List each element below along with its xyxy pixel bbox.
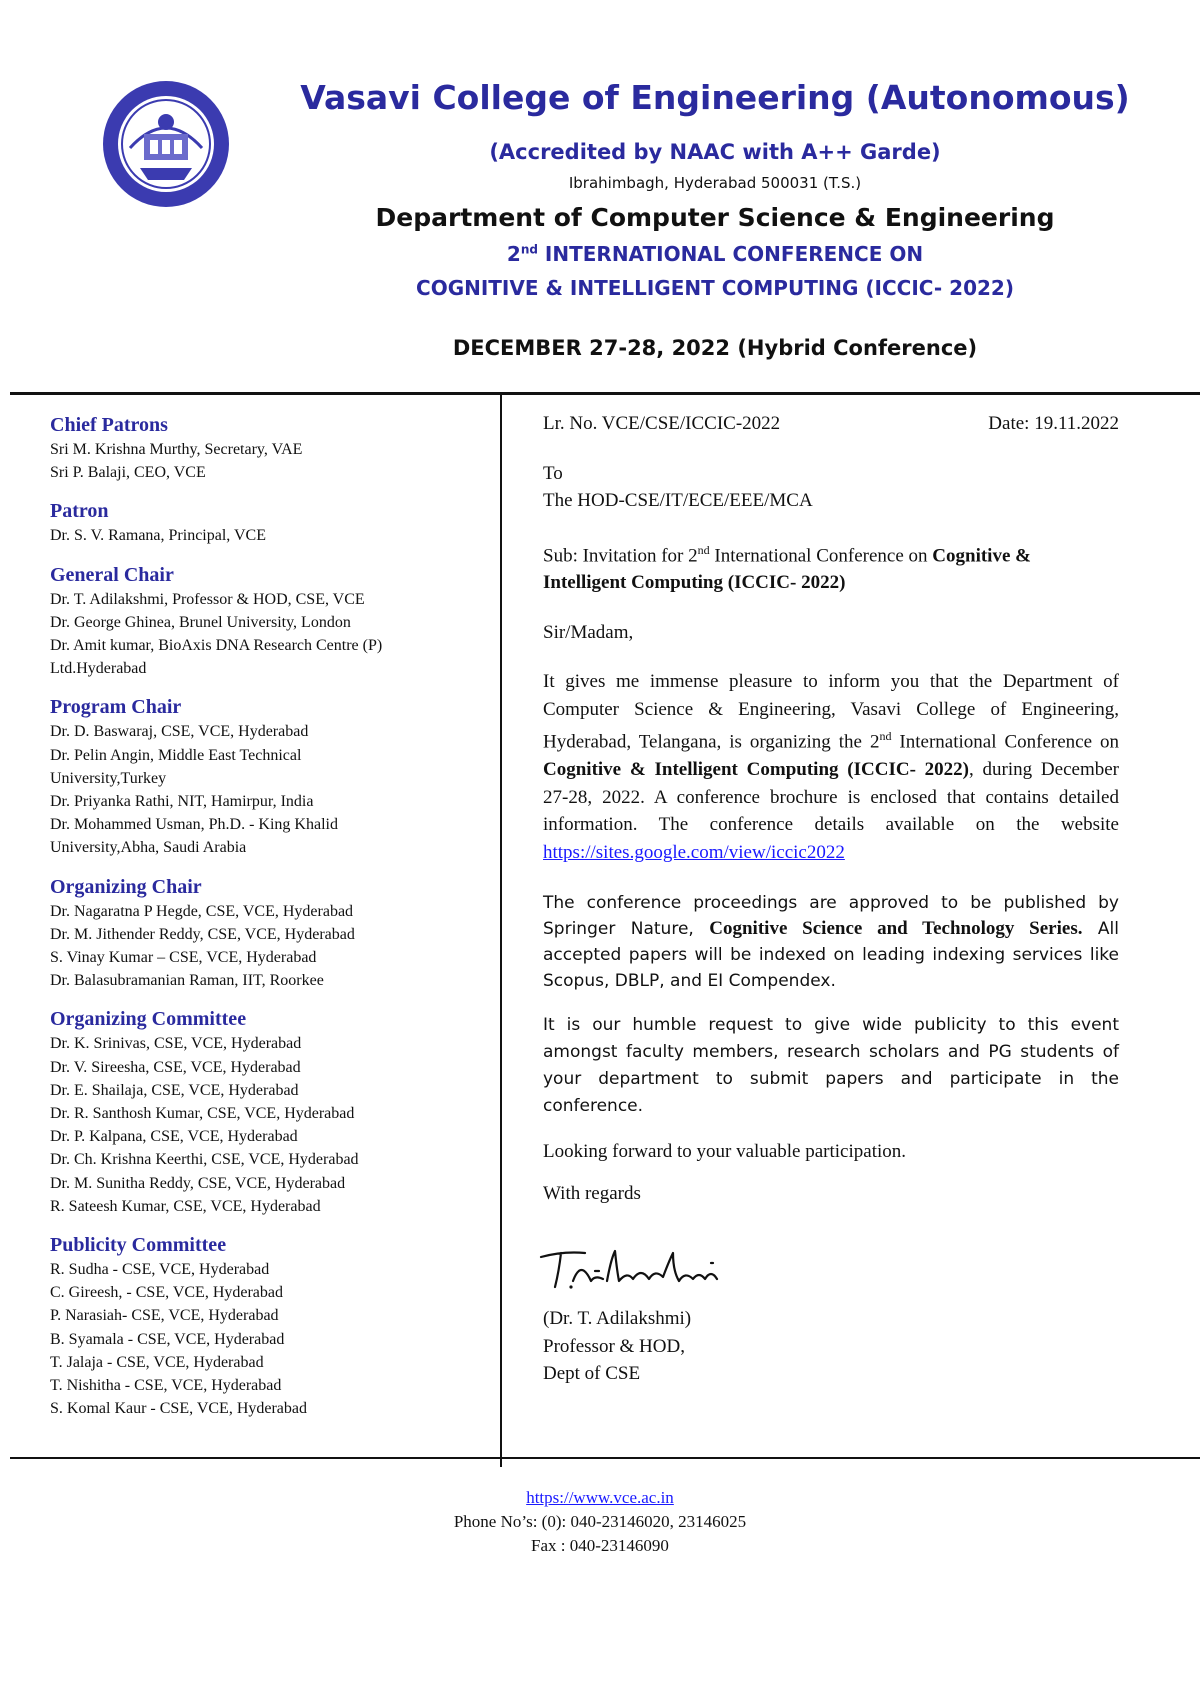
section-patron (50, 498, 480, 547)
member: Ltd.Hyderabad (50, 660, 147, 678)
member: R. Sudha - CSE, VCE, Hyderabad (50, 1261, 270, 1279)
member: University,Abha, Saudi Arabia (50, 839, 247, 857)
accreditation: (Accredited by NAAC with A++ Garde) (489, 140, 941, 164)
footer-fax: Fax : 040-23146090 (531, 1536, 669, 1555)
section-title: Patron (50, 500, 109, 523)
member: Dr. V. Sireesha, CSE, VCE, Hyderabad (50, 1058, 301, 1076)
member: Dr. S. V. Ramana, Principal, VCE (50, 527, 266, 545)
member: Dr. D. Baswaraj, CSE, VCE, Hyderabad (50, 723, 309, 741)
member: Dr. Pelin Angin, Middle East Technical (50, 746, 302, 764)
section-title: Organizing Chair (50, 875, 202, 898)
member: B. Syamala - CSE, VCE, Hyderabad (50, 1330, 285, 1348)
college-website-link[interactable]: https://www.vce.ac.in (526, 1488, 674, 1507)
member: Sri M. Krishna Murthy, Secretary, VAE (50, 441, 303, 458)
footer (0, 1486, 1200, 1558)
signer-name: (Dr. T. Adilakshmi) (543, 1308, 692, 1330)
letter-ref-row (543, 410, 1119, 438)
member: Sri P. Balaji, CEO, VCE (50, 464, 206, 482)
letter-closing: With regards (543, 1182, 641, 1204)
member: Dr. George Ghinea, Brunel University, London (50, 613, 351, 631)
letter-paragraph-1: It gives me immense pleasure to inform you that the Department of Computer Science & Engineering, Vasavi College of Engineering, Hyderabad, Telangana, is organizing the 2nd International Conference on Cognitive & Intelligent Computing (ICCIC- 2022), during December 27-28, 2022. A conference brochure is enclosed that contains detailed information. The conference details available on the website https://sites.google.com/view/iccic2022 (543, 671, 1119, 863)
letter-date: Date: 19.11.2022 (988, 413, 1119, 434)
member: Dr. E. Shailaja, CSE, VCE, Hyderabad (50, 1081, 299, 1099)
section-chief-patrons (50, 412, 480, 484)
member: University,Turkey (50, 769, 167, 787)
member: Dr. T. Adilakshmi, Professor & HOD, CSE, VCE (50, 590, 365, 608)
letter-paragraph-4: Looking forward to your valuable participation. (543, 1141, 907, 1163)
signature-icon (533, 1241, 743, 1297)
column-divider (500, 395, 502, 1467)
member: Dr. R. Santhosh Kumar, CSE, VCE, Hyderabad (50, 1105, 355, 1123)
college-name: Vasavi College of Engineering (Autonomous) (300, 78, 1130, 117)
member: Dr. K. Srinivas, CSE, VCE, Hyderabad (50, 1035, 302, 1053)
header-divider (10, 392, 1200, 395)
letter-recipient: The HOD-CSE/IT/ECE/EEE/MCA (543, 490, 813, 511)
letter-salutation: Sir/Madam, (543, 621, 634, 643)
letter-to: To (543, 462, 563, 484)
section-organizing-chair (50, 874, 480, 993)
section-title: Chief Patrons (50, 414, 168, 436)
member: S. Vinay Kumar – CSE, VCE, Hyderabad (50, 949, 317, 967)
section-publicity-committee (50, 1232, 480, 1420)
footer-divider (10, 1457, 1200, 1459)
member: R. Sateesh Kumar, CSE, VCE, Hyderabad (50, 1197, 321, 1215)
letter-subject: Sub: Invitation for 2nd International Conference on Cognitive & Intelligent Computing (ICCIC- 2022) (543, 542, 1031, 594)
signer-title: Professor & HOD, (543, 1335, 685, 1357)
conference-title-line2: COGNITIVE & INTELLIGENT COMPUTING (ICCIC- 2022) (416, 276, 1014, 300)
section-program-chair (50, 694, 480, 859)
member: C. Gireesh, - CSE, VCE, Hyderabad (50, 1284, 283, 1302)
member: Dr. Balasubramanian Raman, IIT, Roorkee (50, 972, 324, 990)
member: Dr. M. Jithender Reddy, CSE, VCE, Hyderabad (50, 925, 355, 943)
letter-paragraph-3: It is our humble request to give wide publicity to this event amongst faculty members, research scholars and PG students of your department to submit papers and participate in the conference. (543, 1015, 1119, 1117)
section-title: Organizing Committee (50, 1008, 247, 1031)
member: P. Narasiah- CSE, VCE, Hyderabad (50, 1307, 279, 1325)
section-title: Program Chair (50, 696, 182, 719)
member: Dr. Mohammed Usman, Ph.D. - King Khalid (50, 816, 338, 834)
member: T. Nishitha - CSE, VCE, Hyderabad (50, 1377, 282, 1395)
section-organizing-committee (50, 1006, 480, 1218)
member: T. Jalaja - CSE, VCE, Hyderabad (50, 1353, 264, 1371)
invitation-letter (543, 410, 1119, 1388)
member: Dr. M. Sunitha Reddy, CSE, VCE, Hyderabad (50, 1174, 346, 1192)
member: Dr. Priyanka Rathi, NIT, Hamirpur, India (50, 793, 314, 811)
college-logo-icon (100, 78, 232, 210)
member: Dr. Ch. Krishna Keerthi, CSE, VCE, Hyderabad (50, 1151, 359, 1169)
member: Dr. Nagaratna P Hegde, CSE, VCE, Hyderabad (50, 902, 354, 920)
member: Dr. Amit kumar, BioAxis DNA Research Centre (P) (50, 637, 383, 655)
section-general-chair (50, 562, 480, 681)
committee-list (50, 412, 480, 1421)
conference-title-line1: 2nd INTERNATIONAL CONFERENCE ON (506, 242, 924, 266)
letter-reference: Lr. No. VCE/CSE/ICCIC-2022 (543, 413, 781, 434)
conference-dates: DECEMBER 27-28, 2022 (Hybrid Conference) (452, 336, 978, 360)
college-address: Ibrahimbagh, Hyderabad 500031 (T.S.) (568, 174, 862, 192)
conference-website-link[interactable]: https://sites.google.com/view/iccic2022 (543, 841, 845, 863)
signer-department: Dept of CSE (543, 1363, 641, 1385)
section-title: General Chair (50, 563, 174, 586)
member: Dr. P. Kalpana, CSE, VCE, Hyderabad (50, 1128, 298, 1146)
footer-phone: Phone No’s: (0): 040-23146020, 23146025 (453, 1512, 747, 1531)
department-name: Department of Computer Science & Engineering (375, 203, 1055, 232)
member: S. Komal Kaur - CSE, VCE, Hyderabad (50, 1400, 307, 1418)
letter-paragraph-2: The conference proceedings are approved to be published by Springer Nature, Cognitive Science and Technology Series. All accepted papers will be indexed on leading indexing services like Scopus, DBLP, and EI Compendex. (543, 893, 1120, 992)
section-title: Publicity Committee (50, 1234, 227, 1257)
